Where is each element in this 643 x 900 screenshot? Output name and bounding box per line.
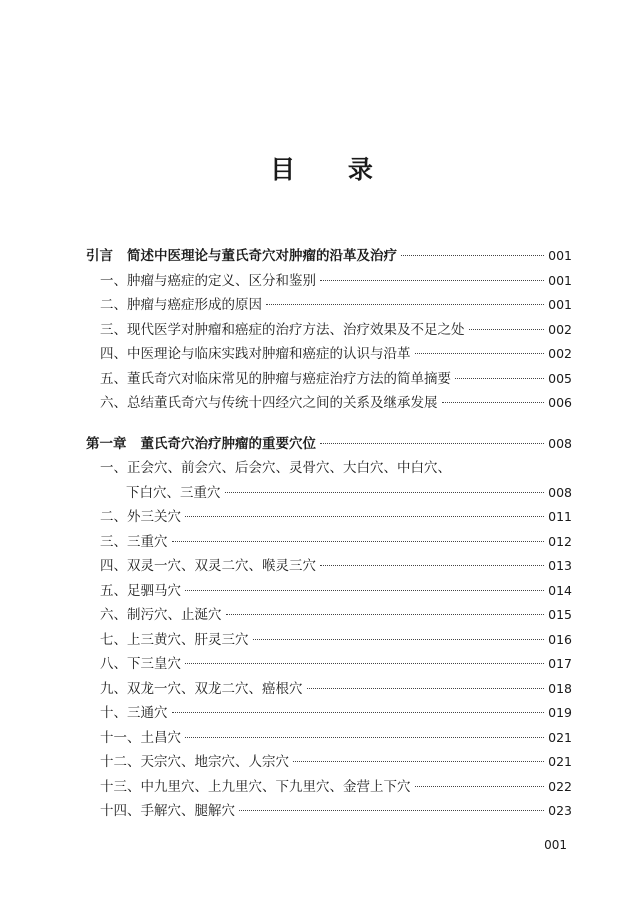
toc-item[interactable] [86,293,572,318]
leader-dots [320,443,544,444]
toc-item[interactable] [86,775,572,800]
leader-dots [442,402,545,403]
page-title: 目 录 [270,155,395,184]
toc-item[interactable] [86,554,572,579]
page-number: 019 [548,705,572,720]
leader-dots [415,353,545,354]
item-text: 六、总结董氏奇穴与传统十四经穴之间的关系及继承发展 [100,395,438,411]
leader-dots [225,492,545,493]
page-number: 021 [548,729,572,745]
toc-item[interactable] [86,456,572,481]
toc-item[interactable] [86,799,572,824]
toc-section-chapter-1[interactable] [86,432,572,457]
toc-item[interactable] [86,726,572,751]
leader-dots [253,639,545,640]
footer-page-number: 001 [544,838,567,852]
toc-section-intro[interactable] [86,244,572,269]
page-number: 001 [548,272,572,288]
page-number: 013 [548,558,572,573]
page-number: 015 [548,607,572,622]
item-text: 下白穴、三重穴 [126,484,221,501]
leader-dots [415,786,545,787]
page-number: 017 [548,656,572,671]
toc-item[interactable] [86,530,572,555]
toc-item[interactable] [86,652,572,677]
leader-dots [320,280,544,281]
leader-dots [320,565,544,566]
leader-dots [239,810,544,811]
item-text: 一、肿瘤与癌症的定义、区分和鉴别 [100,272,316,289]
leader-dots [185,663,544,664]
item-text: 四、双灵一穴、双灵二穴、喉灵三穴 [100,558,316,574]
item-text: 十二、天宗穴、地宗穴、人宗穴 [100,754,289,770]
leader-dots [172,712,545,713]
item-text: 六、制污穴、止涎穴 [100,607,222,623]
toc-item[interactable] [86,628,572,653]
page-number: 016 [548,631,572,647]
toc-item[interactable] [86,269,572,294]
item-text: 三、三重穴 [100,533,168,550]
page-number: 005 [548,370,572,386]
page-number: 023 [548,803,572,818]
toc-item[interactable] [86,318,572,343]
item-text: 十四、手解穴、腿解穴 [100,803,235,819]
item-text: 三、现代医学对肿瘤和癌症的治疗方法、治疗效果及不足之处 [100,321,465,338]
item-text: 十一、土昌穴 [100,729,181,746]
section-label: 第一章 [86,435,127,452]
page-number: 002 [548,321,572,337]
item-text: 八、下三皇穴 [100,656,181,672]
table-of-contents [86,244,572,824]
leader-dots [455,378,544,379]
leader-dots [172,541,545,542]
section-gap [86,416,572,432]
leader-dots [185,590,544,591]
toc-item-continuation[interactable] [86,481,572,506]
page-number: 008 [548,484,572,500]
item-text: 四、中医理论与临床实践对肿瘤和癌症的认识与沿革 [100,346,411,362]
item-text: 五、董氏奇穴对临床常见的肿瘤与癌症治疗方法的简单摘要 [100,370,451,387]
toc-item[interactable] [86,750,572,775]
leader-dots [185,737,544,738]
page-number: 006 [548,395,572,410]
leader-dots [469,329,545,330]
toc-item[interactable] [86,677,572,702]
section-label: 引言 [86,248,113,264]
leader-dots [307,688,545,689]
leader-dots [226,614,545,615]
page-number: 002 [548,346,572,361]
page-number: 018 [548,680,572,696]
item-text: 二、外三关穴 [100,509,181,525]
toc-item[interactable] [86,505,572,530]
page-number: 014 [548,582,572,598]
toc-item[interactable] [86,342,572,367]
item-text: 二、肿瘤与癌症形成的原因 [100,297,262,313]
toc-item[interactable] [86,603,572,628]
toc-item[interactable] [86,701,572,726]
toc-item[interactable] [86,579,572,604]
section-title: 简述中医理论与董氏奇穴对肿瘤的沿革及治疗 [127,248,397,264]
section-title: 董氏奇穴治疗肿瘤的重要穴位 [140,435,316,452]
page-number: 012 [548,533,572,549]
item-text: 一、正会穴、前会穴、后会穴、灵骨穴、大白穴、中白穴、 [100,460,451,476]
toc-item[interactable] [86,391,572,416]
page-number: 021 [548,754,572,769]
item-text: 五、足驷马穴 [100,582,181,599]
item-text: 十三、中九里穴、上九里穴、下九里穴、金营上下穴 [100,778,411,795]
page-number: 001 [548,248,572,263]
item-text: 七、上三黄穴、肝灵三穴 [100,631,249,648]
leader-dots [185,516,544,517]
page-number: 008 [548,435,572,451]
page-number: 011 [548,509,572,524]
leader-dots [266,304,544,305]
page-number: 001 [548,297,572,312]
leader-dots [401,255,544,256]
leader-dots [293,761,544,762]
item-text: 九、双龙一穴、双龙二穴、癌根穴 [100,680,303,697]
toc-item[interactable] [86,367,572,392]
page-number: 022 [548,778,572,794]
item-text: 十、三通穴 [100,705,168,721]
